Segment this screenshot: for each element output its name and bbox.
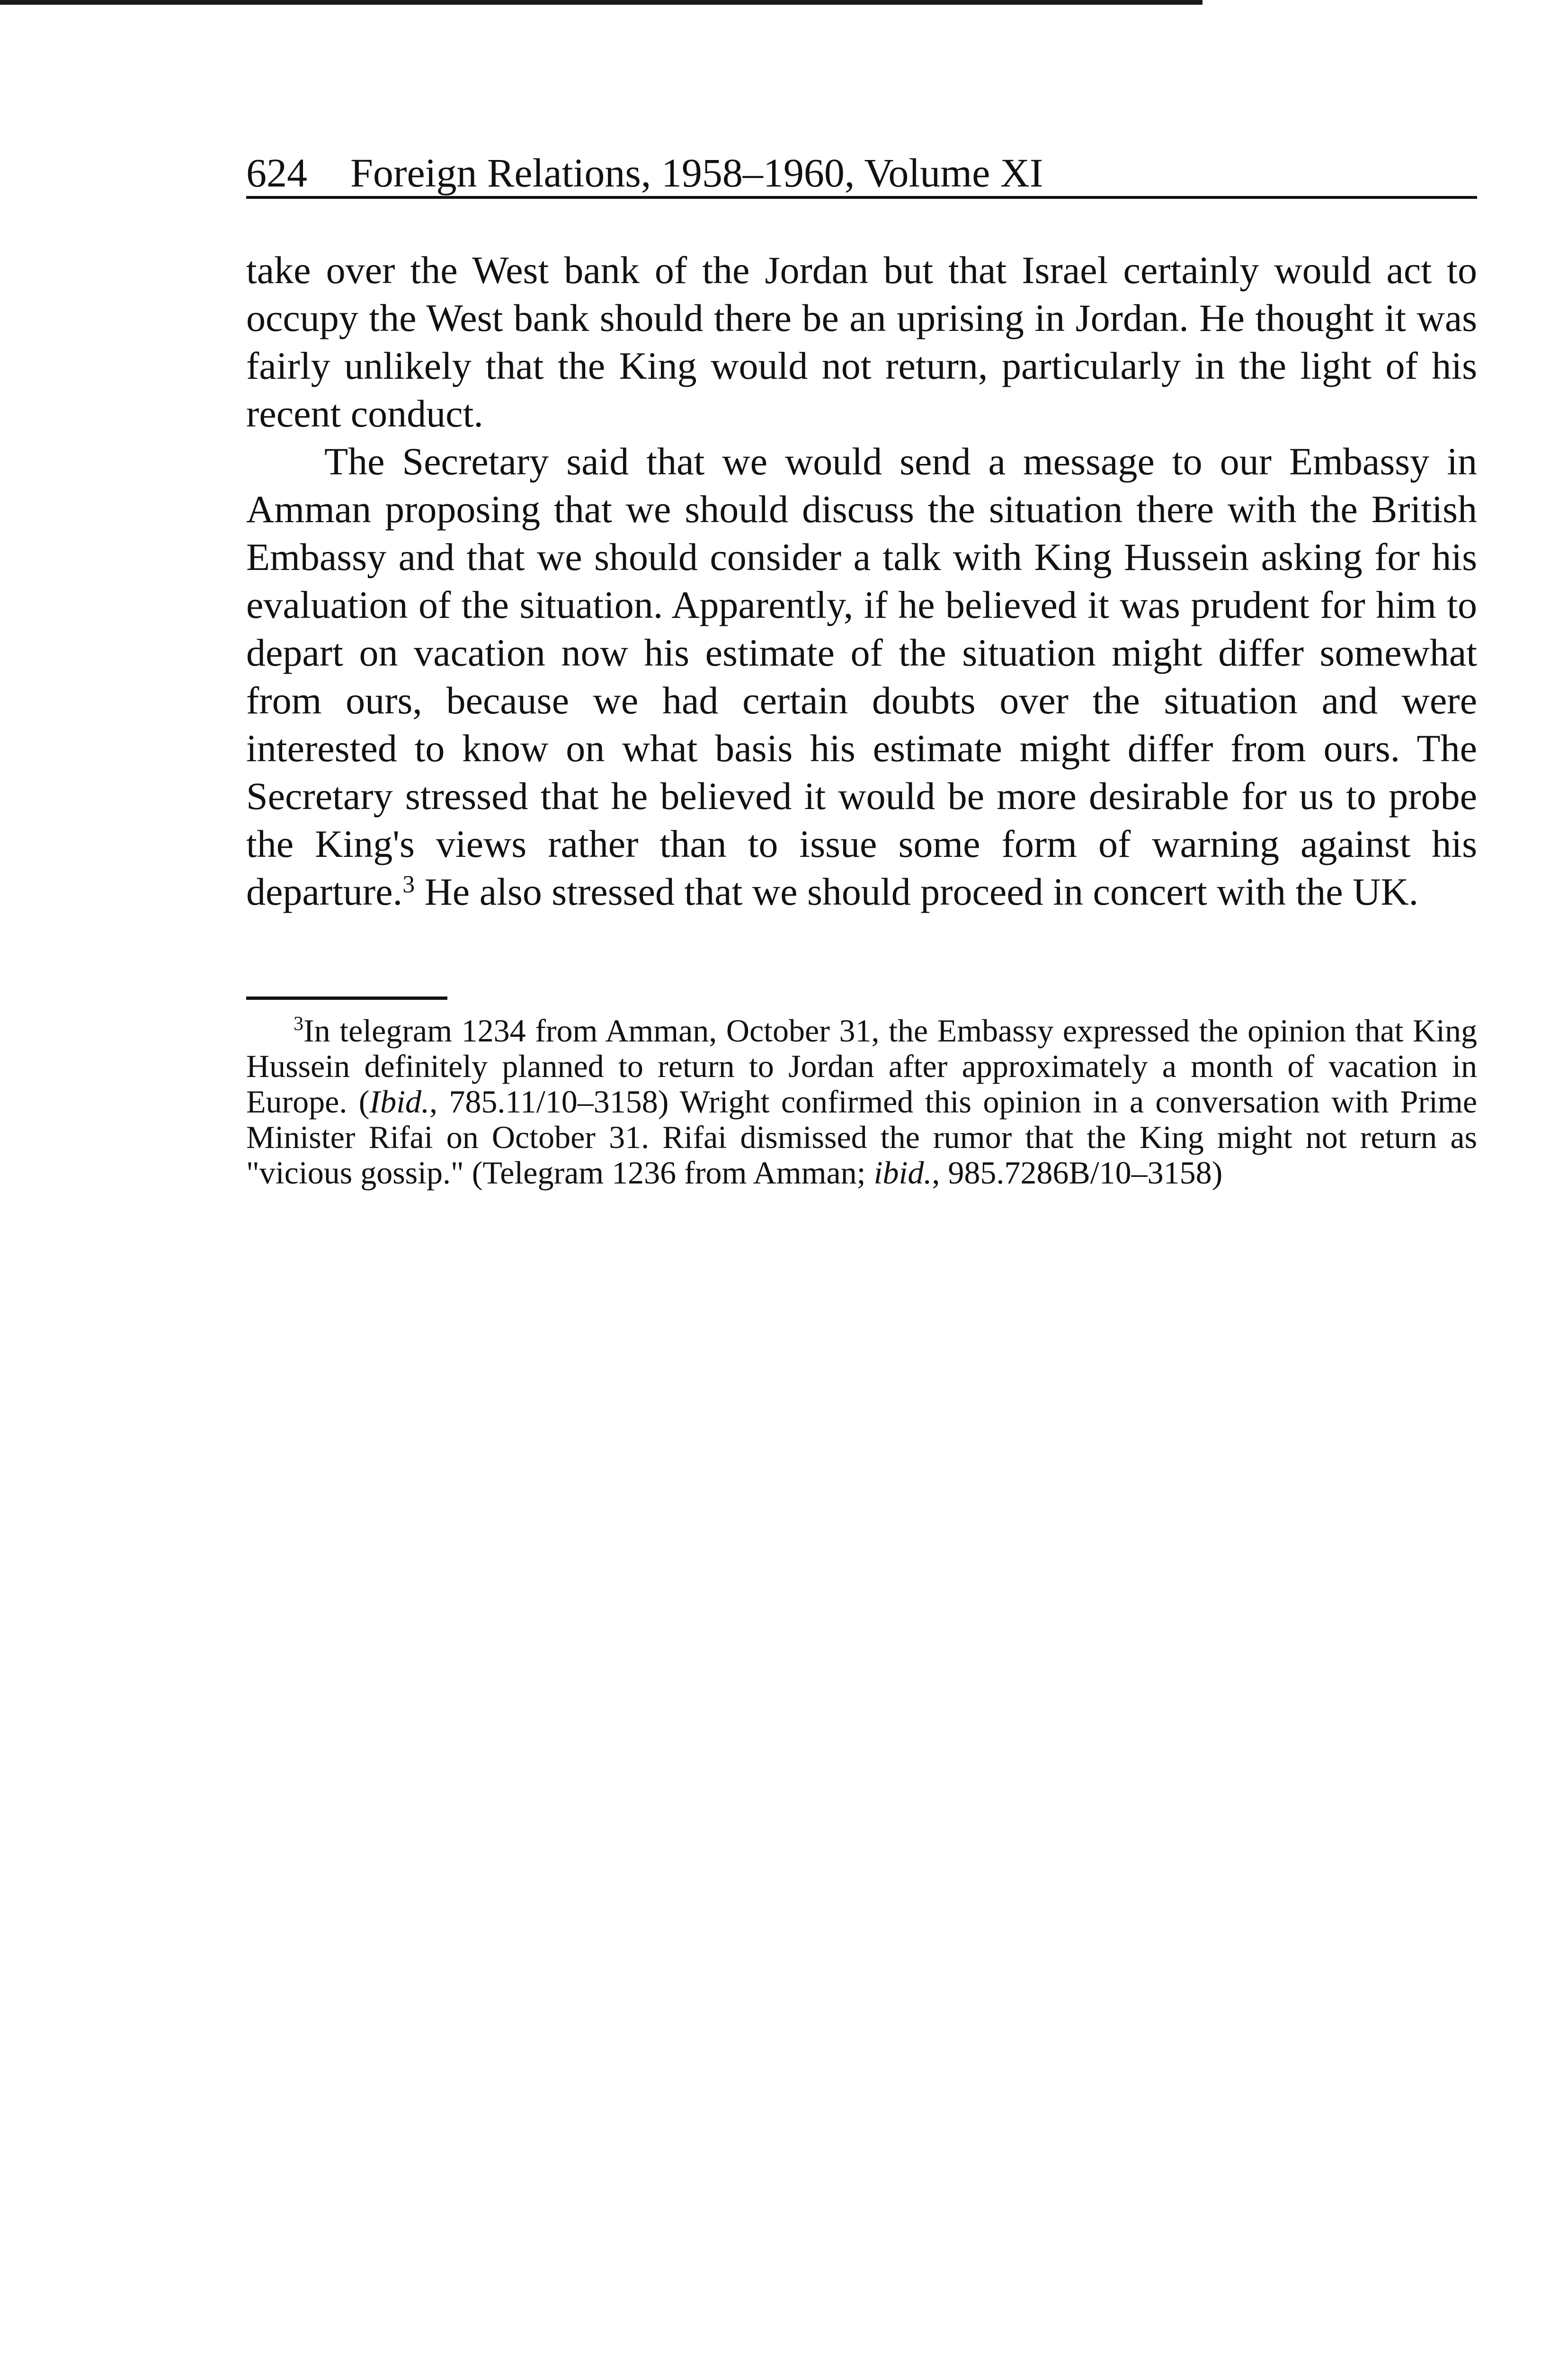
paragraph-2-text: The Secretary said that we would send a message to our Embassy in Amman proposing that we should discuss the situation there with the British Embassy and that we should consider a talk with King Hussein asking for his evaluation of the situation. Apparently, if he believed it was prudent for him to depart on vacation now his estimate of the situation might differ somewhat from ours, because we had certain doubts over the situation and were interested to know on what basis his estimate might differ from ours. The Secretary stressed that he believed it would be more desirable for us to probe the King's views rather than to issue some form of warning against his departure.	[246, 440, 1477, 913]
paragraph-2-tail: He also stressed that we should proceed in concert with the UK.	[415, 870, 1419, 913]
footnote-marker: 3	[294, 1013, 303, 1035]
footnote-text-1: In telegram 1234 from Amman, October 31, the Embassy expressed the opinion that King Hussein definitely planned to return to Jordan after approximately a month of vacation in Europe. (	[246, 1013, 1477, 1120]
running-header	[246, 142, 1477, 199]
footnote-text-3: , 985.7286B/10–3158)	[932, 1155, 1223, 1191]
footnote-ibid-2: ibid.	[873, 1155, 932, 1191]
paragraph-1: take over the West bank of the Jordan but that Israel certainly would act to occupy the West bank should there be an uprising in Jordan. He thought it was fairly unlikely that the King would not return, particularly in the light of his recent conduct.	[246, 249, 1477, 435]
paragraph-2	[246, 437, 1477, 916]
top-edge-rule	[0, 0, 1203, 5]
page-number: 624	[246, 150, 307, 196]
footnote-separator	[246, 997, 447, 1000]
body-text	[246, 246, 1477, 916]
footnote-ibid-1: Ibid.	[369, 1084, 429, 1120]
footnote-3	[246, 1013, 1477, 1191]
footnote-text-2: , 785.11/10–3158) Wright confirmed this opinion in a conversation with Prime Minister Rifai on October 31. Rifai dismissed the rumor that the King might not return as "vicious gossip." (Telegram 1236 from Amman;	[246, 1084, 1477, 1191]
running-title: Foreign Relations, 1958–1960, Volume XI	[350, 150, 1043, 196]
footnote-reference: 3	[402, 871, 415, 898]
